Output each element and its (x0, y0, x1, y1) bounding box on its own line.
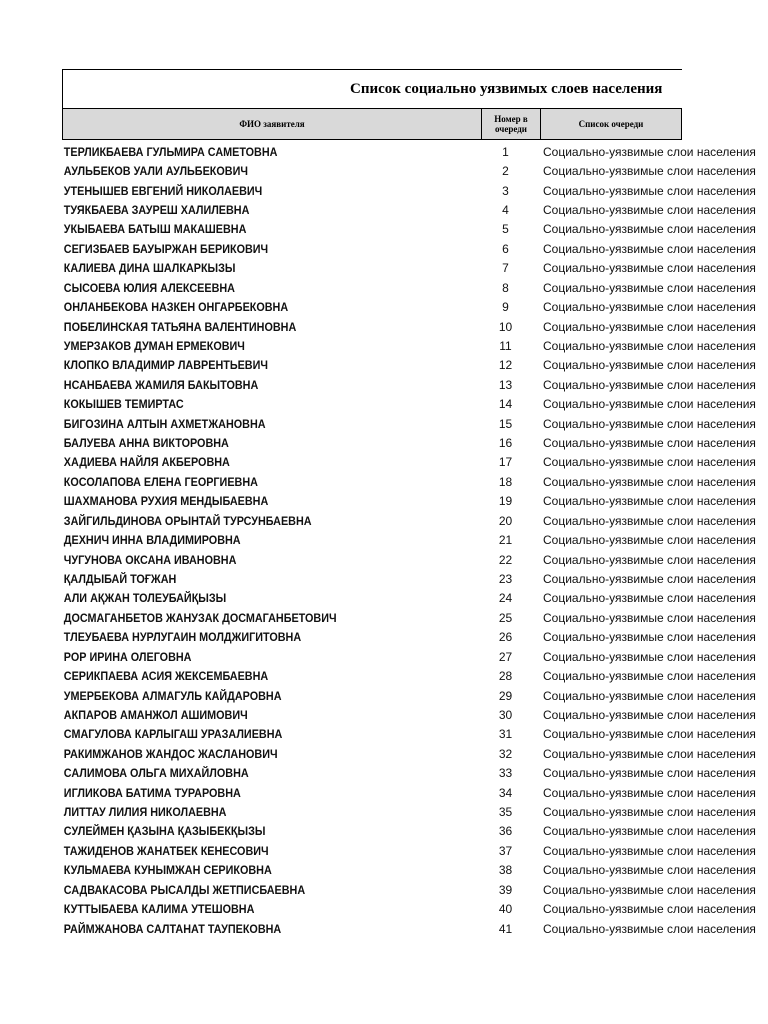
cell-list[interactable]: Социально-уязвимые слои населения (543, 688, 756, 703)
cell-number[interactable]: 17 (498, 455, 513, 470)
cell-name[interactable]: КЛОПКО ВЛАДИМИР ЛАВРЕНТЬЕВИЧ (63, 358, 268, 373)
cell-list[interactable]: Социально-уязвимые слои населения (543, 241, 756, 256)
table-row[interactable] (62, 414, 756, 433)
table-row[interactable] (62, 822, 756, 841)
table-row[interactable] (62, 628, 756, 647)
cell-number[interactable]: 15 (498, 416, 513, 431)
cell-name[interactable]: УКЫБАЕВА БАТЫШ МАКАШЕВНА (63, 222, 247, 237)
cell-list[interactable]: Социально-уязвимые слои населения (543, 436, 756, 451)
table-row[interactable] (62, 666, 756, 685)
cell-number[interactable]: 41 (498, 921, 513, 936)
cell-name[interactable]: ПОБЕЛИНСКАЯ ТАТЬЯНА ВАЛЕНТИНОВНА (63, 319, 297, 334)
cell-list[interactable]: Социально-уязвимые слои населения (543, 533, 756, 548)
cell-name[interactable]: ЛИТТАУ ЛИЛИЯ НИКОЛАЕВНА (63, 805, 227, 820)
title-cell[interactable] (62, 69, 682, 109)
cell-number[interactable]: 7 (502, 261, 509, 276)
table-row[interactable] (62, 142, 756, 161)
cell-number[interactable]: 26 (498, 630, 513, 645)
cell-list[interactable]: Социально-уязвимые слои населения (543, 746, 756, 761)
cell-name[interactable]: АУЛЬБЕКОВ УАЛИ АУЛЬБЕКОВИЧ (63, 164, 248, 179)
table-row[interactable] (62, 744, 756, 763)
cell-name[interactable]: ЗАЙГИЛЬДИНОВА ОРЫНТАЙ ТУРСУНБАЕВНА (63, 513, 312, 528)
cell-name[interactable]: РОР ИРИНА ОЛЕГОВНА (63, 649, 192, 664)
cell-number[interactable]: 6 (502, 241, 509, 256)
cell-list[interactable]: Социально-уязвимые слои населения (543, 610, 756, 625)
cell-number[interactable]: 31 (498, 727, 513, 742)
table-row[interactable] (62, 220, 756, 239)
cell-list[interactable]: Социально-уязвимые слои населения (543, 707, 756, 722)
cell-name[interactable]: ДОСМАГАНБЕТОВ ЖАНУЗАК ДОСМАГАНБЕТОВИЧ (63, 610, 337, 625)
cell-name[interactable]: САЛИМОВА ОЛЬГА МИХАЙЛОВНА (63, 766, 249, 781)
table-row[interactable] (62, 511, 756, 530)
cell-name[interactable]: ДЕХНИЧ ИННА ВЛАДИМИРОВНА (63, 533, 241, 548)
table-row[interactable] (62, 278, 756, 297)
cell-number[interactable]: 13 (498, 377, 513, 392)
cell-name[interactable]: СУЛЕЙМЕН ҚАЗЫНА ҚАЗЫБЕКҚЫЗЫ (63, 824, 266, 839)
cell-number[interactable]: 12 (498, 358, 513, 373)
cell-list[interactable]: Социально-уязвимые слои населения (543, 222, 756, 237)
cell-name[interactable]: ШАХМАНОВА РУХИЯ МЕНДЫБАЕВНА (63, 494, 269, 509)
cell-number[interactable]: 20 (498, 513, 513, 528)
table-row[interactable] (62, 919, 756, 938)
cell-number[interactable]: 25 (498, 610, 513, 625)
table-row[interactable] (62, 783, 756, 802)
spreadsheet (62, 69, 756, 938)
table-row[interactable] (62, 336, 756, 355)
cell-name[interactable]: СМАГУЛОВА КАРЛЫГАШ УРАЗАЛИЕВНА (63, 727, 283, 742)
cell-name[interactable]: КАЛИЕВА ДИНА ШАЛКАРКЫЗЫ (63, 261, 236, 276)
cell-name[interactable]: УМЕРБЕКОВА АЛМАГУЛЬ КАЙДАРОВНА (63, 688, 282, 703)
cell-number[interactable]: 32 (498, 746, 513, 761)
cell-number[interactable]: 3 (502, 183, 509, 198)
cell-number[interactable]: 24 (498, 591, 513, 606)
cell-list[interactable]: Социально-уязвимые слои населения (543, 843, 756, 858)
cell-list[interactable]: Социально-уязвимые слои населения (543, 319, 756, 334)
cell-name[interactable]: ТАЖИДЕНОВ ЖАНАТБЕК КЕНЕСОВИЧ (63, 843, 269, 858)
cell-number[interactable]: 23 (498, 571, 513, 586)
cell-number[interactable]: 27 (498, 649, 513, 664)
table-row[interactable] (62, 239, 756, 258)
cell-list[interactable]: Социально-уязвимые слои населения (543, 455, 756, 470)
cell-name[interactable]: БИГОЗИНА АЛТЫН АХМЕТЖАНОВНА (63, 416, 266, 431)
cell-number[interactable]: 5 (502, 222, 509, 237)
header-list[interactable]: Список очереди (541, 109, 682, 139)
cell-name[interactable]: ТЕРЛИКБАЕВА ГУЛЬМИРА САМЕТОВНА (63, 144, 278, 159)
cell-list[interactable]: Социально-уязвимые слои населения (543, 261, 756, 276)
table-row[interactable] (62, 181, 756, 200)
cell-number[interactable]: 19 (498, 494, 513, 509)
table-row[interactable] (62, 569, 756, 588)
cell-number[interactable]: 29 (498, 688, 513, 703)
cell-number[interactable]: 35 (498, 805, 513, 820)
cell-number[interactable]: 33 (498, 766, 513, 781)
cell-name[interactable]: СЕРИКПАЕВА АСИЯ ЖЕКСЕМБАЕВНА (63, 669, 269, 684)
cell-name[interactable]: ХАДИЕВА НАЙЛЯ АКБЕРОВНА (63, 455, 230, 470)
table-row[interactable] (62, 200, 756, 219)
cell-list[interactable]: Социально-уязвимые слои населения (543, 377, 756, 392)
cell-list[interactable]: Социально-уязвимые слои населения (543, 766, 756, 781)
table-row[interactable] (62, 356, 756, 375)
cell-list[interactable]: Социально-уязвимые слои населения (543, 571, 756, 586)
cell-number[interactable]: 4 (502, 202, 509, 217)
table-row[interactable] (62, 161, 756, 180)
cell-number[interactable]: 9 (502, 300, 509, 315)
cell-name[interactable]: ЧУГУНОВА ОКСАНА ИВАНОВНА (63, 552, 237, 567)
cell-number[interactable]: 22 (498, 552, 513, 567)
cell-list[interactable]: Социально-уязвимые слои населения (543, 882, 756, 897)
table-row[interactable] (62, 647, 756, 666)
table-row[interactable] (62, 530, 756, 549)
table-row[interactable] (62, 705, 756, 724)
cell-number[interactable]: 40 (498, 902, 513, 917)
cell-name[interactable]: НСАНБАЕВА ЖАМИЛЯ БАКЫТОВНА (63, 377, 259, 392)
cell-list[interactable]: Социально-уязвимые слои населения (543, 494, 756, 509)
cell-name[interactable]: САДВАКАСОВА РЫСАЛДЫ ЖЕТПИСБАЕВНА (63, 882, 306, 897)
cell-list[interactable]: Социально-уязвимые слои населения (543, 280, 756, 295)
cell-name[interactable]: СЕГИЗБАЕВ БАУЫРЖАН БЕРИКОВИЧ (63, 241, 269, 256)
table-row[interactable] (62, 608, 756, 627)
cell-name[interactable]: РАКИМЖАНОВ ЖАНДОС ЖАСЛАНОВИЧ (63, 746, 278, 761)
table-row[interactable] (62, 317, 756, 336)
cell-name[interactable]: АЛИ АҚЖАН ТОЛЕУБАЙҚЫЗЫ (63, 591, 227, 606)
header-row (62, 109, 682, 140)
cell-number[interactable]: 8 (502, 280, 509, 295)
cell-number[interactable]: 10 (498, 319, 513, 334)
cell-list[interactable]: Социально-уязвимые слои населения (543, 474, 756, 489)
cell-list[interactable]: Социально-уязвимые слои населения (543, 397, 756, 412)
cell-list[interactable]: Социально-уязвимые слои населения (543, 921, 756, 936)
header-number[interactable]: Номер в очереди (482, 109, 541, 139)
cell-number[interactable]: 38 (498, 863, 513, 878)
cell-list[interactable]: Социально-уязвимые слои населения (543, 863, 756, 878)
cell-number[interactable]: 2 (502, 164, 509, 179)
cell-number[interactable]: 1 (502, 144, 509, 159)
cell-list[interactable]: Социально-уязвимые слои населения (543, 805, 756, 820)
cell-list[interactable]: Социально-уязвимые слои населения (543, 202, 756, 217)
cell-name[interactable]: РАЙМЖАНОВА САЛТАНАТ ТАУПЕКОВНА (63, 921, 282, 936)
cell-list[interactable]: Социально-уязвимые слои населения (543, 902, 756, 917)
cell-name[interactable]: КОКЫШЕВ ТЕМИРТАС (63, 397, 184, 412)
table-row[interactable] (62, 880, 756, 899)
cell-name[interactable]: ИГЛИКОВА БАТИМА ТУРАРОВНА (63, 785, 241, 800)
cell-name[interactable]: КУЛЬМАЕВА КУНЫМЖАН СЕРИКОВНА (63, 863, 272, 878)
table-row[interactable] (62, 492, 756, 511)
cell-number[interactable]: 30 (498, 707, 513, 722)
cell-list[interactable]: Социально-уязвимые слои населения (543, 513, 756, 528)
cell-list[interactable]: Социально-уязвимые слои населения (543, 183, 756, 198)
cell-name[interactable]: КОСОЛАПОВА ЕЛЕНА ГЕОРГИЕВНА (63, 474, 258, 489)
cell-list[interactable]: Социально-уязвимые слои населения (543, 727, 756, 742)
cell-number[interactable]: 18 (498, 474, 513, 489)
cell-name[interactable]: КУТТЫБАЕВА КАЛИМА УТЕШОВНА (63, 902, 255, 917)
cell-list[interactable]: Социально-уязвимые слои населения (543, 669, 756, 684)
cell-name[interactable]: СЫСОЕВА ЮЛИЯ АЛЕКСЕЕВНА (63, 280, 235, 295)
cell-number[interactable]: 36 (498, 824, 513, 839)
cell-number[interactable]: 39 (498, 882, 513, 897)
cell-name[interactable]: ОНЛАНБЕКОВА НАЗКЕН ОНГАРБЕКОВНА (63, 300, 289, 315)
table-row[interactable] (62, 589, 756, 608)
cell-list[interactable]: Социально-уязвимые слои населения (543, 591, 756, 606)
cell-list[interactable]: Социально-уязвимые слои населения (543, 630, 756, 645)
table-row[interactable] (62, 472, 756, 491)
cell-list[interactable]: Социально-уязвимые слои населения (543, 164, 756, 179)
table-row[interactable] (62, 550, 756, 569)
table-row[interactable] (62, 375, 756, 394)
cell-list[interactable]: Социально-уязвимые слои населения (543, 338, 756, 353)
cell-number[interactable]: 21 (498, 533, 513, 548)
cell-number[interactable]: 28 (498, 669, 513, 684)
table-row[interactable] (62, 297, 756, 316)
cell-number[interactable]: 14 (498, 397, 513, 412)
table-row[interactable] (62, 725, 756, 744)
cell-number[interactable]: 16 (498, 436, 513, 451)
cell-list[interactable]: Социально-уязвимые слои населения (543, 358, 756, 373)
cell-list[interactable]: Социально-уязвимые слои населения (543, 144, 756, 159)
cell-list[interactable]: Социально-уязвимые слои населения (543, 552, 756, 567)
cell-name[interactable]: ТЛЕУБАЕВА НУРЛУГАИН МОЛДЖИГИТОВНА (63, 630, 302, 645)
table-row[interactable] (62, 802, 756, 821)
table-row[interactable] (62, 841, 756, 860)
cell-number[interactable]: 37 (498, 843, 513, 858)
sheet-title: Список социально уязвимых слоев населения (350, 81, 663, 97)
table-row[interactable] (62, 433, 756, 452)
cell-name[interactable]: ҚАЛДЫБАЙ ТОҒЖАН (63, 571, 177, 586)
cell-list[interactable]: Социально-уязвимые слои населения (543, 300, 756, 315)
table-body (62, 142, 756, 938)
cell-number[interactable]: 11 (499, 338, 512, 353)
table-row[interactable] (62, 899, 756, 918)
cell-list[interactable]: Социально-уязвимые слои населения (543, 824, 756, 839)
cell-name[interactable]: БАЛУЕВА АННА ВИКТОРОВНА (63, 436, 229, 451)
cell-name[interactable]: АКПАРОВ АМАНЖОЛ АШИМОВИЧ (63, 707, 248, 722)
cell-list[interactable]: Социально-уязвимые слои населения (543, 649, 756, 664)
cell-number[interactable]: 34 (498, 785, 513, 800)
cell-name[interactable]: УМЕРЗАКОВ ДУМАН ЕРМЕКОВИЧ (63, 338, 245, 353)
table-row[interactable] (62, 764, 756, 783)
cell-name[interactable]: ТУЯКБАЕВА ЗАУРЕШ ХАЛИЛЕВНА (63, 202, 250, 217)
table-row[interactable] (62, 453, 756, 472)
cell-list[interactable]: Социально-уязвимые слои населения (543, 785, 756, 800)
table-row[interactable] (62, 394, 756, 413)
table-row[interactable] (62, 861, 756, 880)
cell-name[interactable]: УТЕНЫШЕВ ЕВГЕНИЙ НИКОЛАЕВИЧ (63, 183, 263, 198)
cell-list[interactable]: Социально-уязвимые слои населения (543, 416, 756, 431)
table-row[interactable] (62, 686, 756, 705)
table-row[interactable] (62, 259, 756, 278)
header-name[interactable]: ФИО заявителя (63, 109, 482, 139)
